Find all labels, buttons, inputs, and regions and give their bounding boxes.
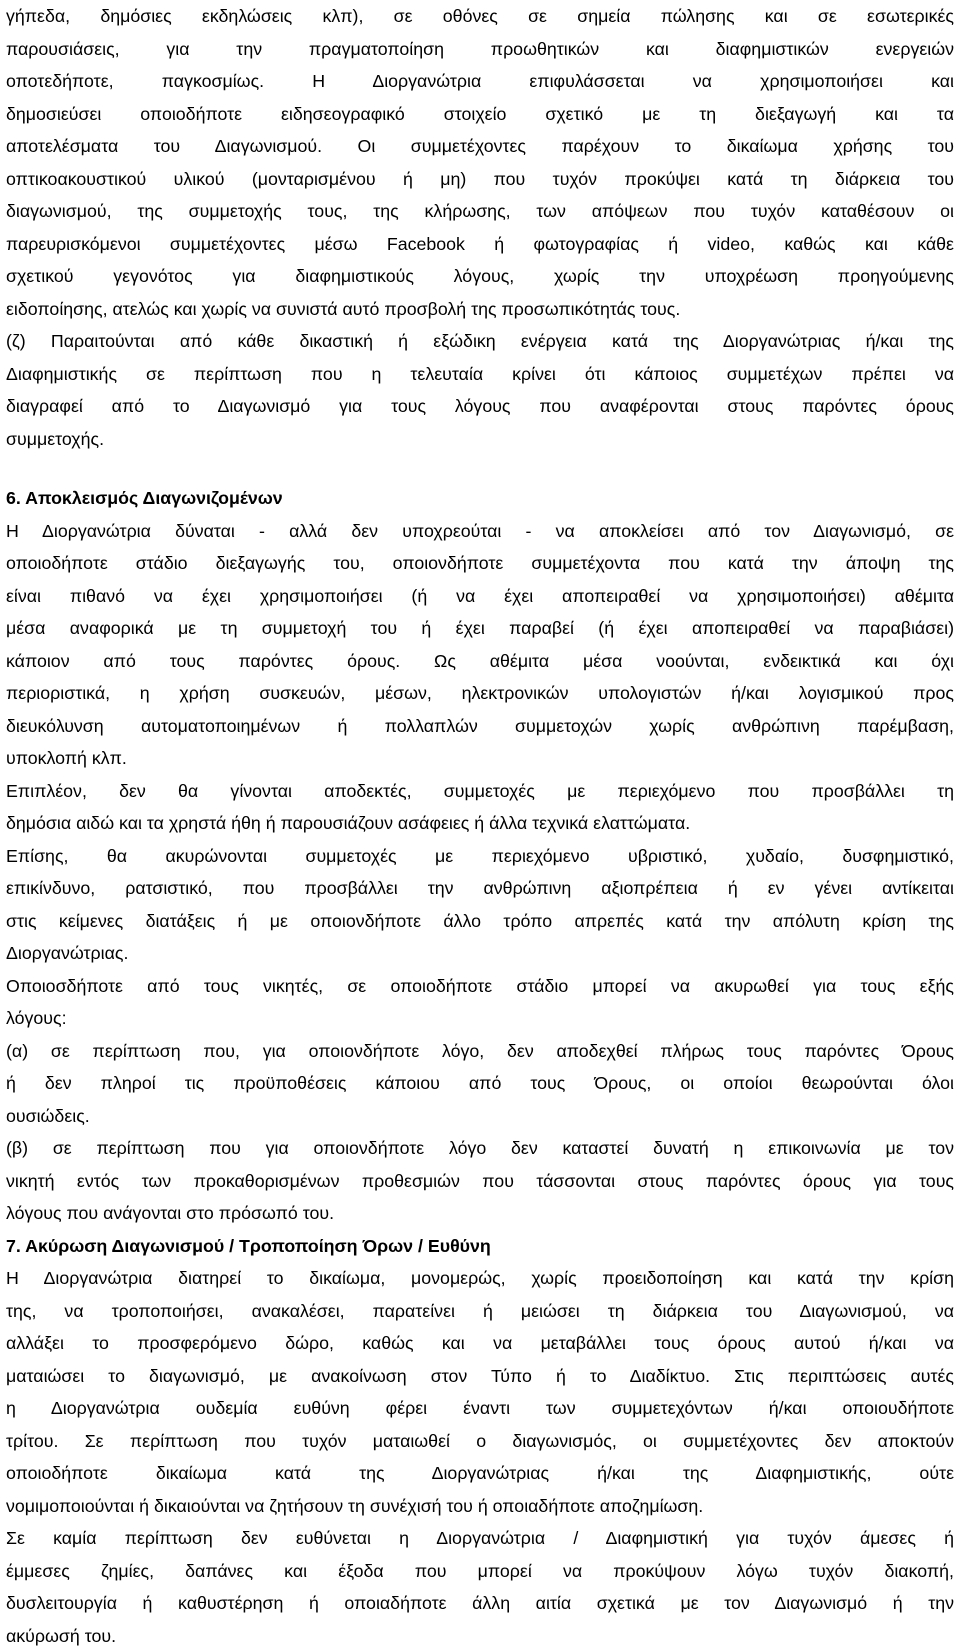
text-line: Σε καμία περίπτωση δεν ευθύνεται η Διοργανώτρια / Διαφημιστική για τυχόν άμεσες ή <box>6 1522 954 1555</box>
text-line: αλλάξει το προσφερόμενο δώρο, καθώς και να μεταβάλλει τους όρους αυτού ή/και να <box>6 1327 954 1360</box>
text-line: διαγωνισμού, της συμμετοχής τους, της κλήρωσης, των απόψεων που τυχόν καταθέσουν οι <box>6 195 954 228</box>
text-line: αποτελέσματα του Διαγωνισμού. Οι συμμετέχοντες παρέχουν το δικαίωμα χρήσης του <box>6 130 954 163</box>
text-line: Διαφημιστικής σε περίπτωση που η τελευταία κρίνει ότι κάποιος συμμετέχων πρέπει να <box>6 358 954 391</box>
text-line: σχετικού γεγονότος για διαφημιστικούς λόγους, χωρίς την υποχρέωση προηγούμενης <box>6 260 954 293</box>
text-line: ουσιώδεις. <box>6 1100 954 1133</box>
text-line: (ζ) Παραιτούνται από κάθε δικαστική ή εξώδικη ενέργεια κατά της Διοργανώτριας ή/και της <box>6 325 954 358</box>
text-line: Επίσης, θα ακυρώνονται συμμετοχές με περιεχόμενο υβριστικό, χυδαίο, δυσφημιστικό, <box>6 840 954 873</box>
text-line: Επιπλέον, δεν θα γίνονται αποδεκτές, συμμετοχές με περιεχόμενο που προσβάλλει τη <box>6 775 954 808</box>
text-line: επικίνδυνο, ρατσιστικό, που προσβάλλει την ανθρώπινη αξιοπρέπεια ή εν γένει αντίκειται <box>6 872 954 905</box>
text-line: οποιοδήποτε δικαίωμα κατά της Διοργανώτριας ή/και της Διαφημιστικής, ούτε <box>6 1457 954 1490</box>
text-line: κάποιον από τους παρόντες όρους. Ως αθέμιτα μέσα νοούνται, ενδεικτικά και όχι <box>6 645 954 678</box>
section-heading-7: 7. Ακύρωση Διαγωνισμού / Τροποποίηση Όρων / Ευθύνη <box>6 1230 954 1263</box>
text-line: υποκλοπή κλπ. <box>6 742 954 775</box>
text-line: παρουσιάσεις, για την πραγματοποίηση προωθητικών και διαφημιστικών ενεργειών <box>6 33 954 66</box>
text-line: είναι πιθανό να έχει χρησιμοποιήσει (ή να έχει αποπειραθεί να χρησιμοποιήσει) αθέμιτα <box>6 580 954 613</box>
text-line: μέσα αναφορικά με τη συμμετοχή του ή έχει παραβεί (ή έχει αποπειραθεί να παραβιάσει) <box>6 612 954 645</box>
text-line: Η Διοργανώτρια διατηρεί το δικαίωμα, μονομερώς, χωρίς προειδοποίηση και κατά την κρίση <box>6 1262 954 1295</box>
text-line: περιοριστικά, η χρήση συσκευών, μέσων, ηλεκτρονικών υπολογιστών ή/και λογισμικού προς <box>6 677 954 710</box>
text-line: έμμεσες ζημίες, δαπάνες και έξοδα που μπορεί να προκύψουν λόγω τυχόν διακοπή, <box>6 1555 954 1588</box>
text-line: ή δεν πληροί τις προϋποθέσεις κάποιου από τους Όρους, οι οποίοι θεωρούνται όλοι <box>6 1067 954 1100</box>
text-line: συμμετοχής. <box>6 423 954 456</box>
text-line: η Διοργανώτρια ουδεμία ευθύνη φέρει έναντι των συμμετεχόντων ή/και οποιουδήποτε <box>6 1392 954 1425</box>
section-heading-6: 6. Αποκλεισμός Διαγωνιζομένων <box>6 482 954 515</box>
text-line: Οποιοσδήποτε από τους νικητές, σε οποιοδήποτε στάδιο μπορεί να ακυρωθεί για τους εξής <box>6 970 954 1003</box>
text-line: στις κείμενες διατάξεις ή με οποιονδήποτε άλλο τρόπο απρεπές κατά την απόλυτη κρίση της <box>6 905 954 938</box>
text-line: Η Διοργανώτρια δύναται - αλλά δεν υποχρεούται - να αποκλείσει από τον Διαγωνισμό, σε <box>6 515 954 548</box>
text-line: διαγραφεί από το Διαγωνισμό για τους λόγους που αναφέρονται στους παρόντες όρους <box>6 390 954 423</box>
text-line: της, να τροποποιήσει, ανακαλέσει, παρατείνει ή μειώσει τη διάρκεια του Διαγωνισμού, να <box>6 1295 954 1328</box>
text-line: ακύρωσή του. <box>6 1620 954 1652</box>
text-line: οποιοδήποτε στάδιο διεξαγωγής του, οποιονδήποτε συμμετέχοντα που κατά την άποψη της <box>6 547 954 580</box>
text-line: λόγους που ανάγονται στο πρόσωπό του. <box>6 1197 954 1230</box>
text-line: οποτεδήποτε, παγκοσμίως. Η Διοργανώτρια επιφυλάσσεται να χρησιμοποιήσει και <box>6 65 954 98</box>
text-line: ματαιώσει το διαγωνισμό, με ανακοίνωση στον Τύπο ή το Διαδίκτυο. Στις περιπτώσεις αυτές <box>6 1360 954 1393</box>
text-line: νικητή εντός των προκαθορισμένων προθεσμιών που τάσσονται στους παρόντες όρους για τους <box>6 1165 954 1198</box>
text-line: (β) σε περίπτωση που για οποιονδήποτε λόγο δεν καταστεί δυνατή η επικοινωνία με τον <box>6 1132 954 1165</box>
text-line: δημοσιεύσει οποιοδήποτε ειδησεογραφικό στοιχείο σχετικό με τη διεξαγωγή και τα <box>6 98 954 131</box>
text-line: (α) σε περίπτωση που, για οποιονδήποτε λόγο, δεν αποδεχθεί πλήρως τους παρόντες Όρους <box>6 1035 954 1068</box>
text-line: δημόσια αιδώ και τα χρηστά ήθη ή παρουσιάζουν ασάφειες ή άλλα τεχνικά ελαττώματα. <box>6 807 954 840</box>
text-line: ειδοποίησης, ατελώς και χωρίς να συνιστά αυτό προσβολή της προσωπικότητάς τους. <box>6 293 954 326</box>
text-line: παρευρισκόμενοι συμμετέχοντες μέσω Facebook ή φωτογραφίας ή video, καθώς και κάθε <box>6 228 954 261</box>
text-line: λόγους: <box>6 1002 954 1035</box>
text-line: τρίτου. Σε περίπτωση που τυχόν ματαιωθεί ο διαγωνισμός, οι συμμετέχοντες δεν αποκτούν <box>6 1425 954 1458</box>
text-line: οπτικοακουστικού υλικού (μονταρισμένου ή μη) που τυχόν προκύψει κατά τη διάρκεια του <box>6 163 954 196</box>
text-line: νομιμοποιούνται ή δικαιούνται να ζητήσουν τη συνέχισή του ή οποιαδήποτε αποζημίωση. <box>6 1490 954 1523</box>
text-line: δυσλειτουργία ή καθυστέρηση ή οποιαδήποτε άλλη αιτία σχετικά με τον Διαγωνισμό ή την <box>6 1587 954 1620</box>
text-line: διευκόλυνση αυτοματοποιημένων ή πολλαπλών συμμετοχών χωρίς ανθρώπινη παρέμβαση, <box>6 710 954 743</box>
section-spacer <box>6 455 954 482</box>
text-line: γήπεδα, δημόσιες εκδηλώσεις κλπ), σε οθόνες σε σημεία πώλησης και σε εσωτερικές <box>6 0 954 33</box>
text-line: Διοργανώτριας. <box>6 937 954 970</box>
